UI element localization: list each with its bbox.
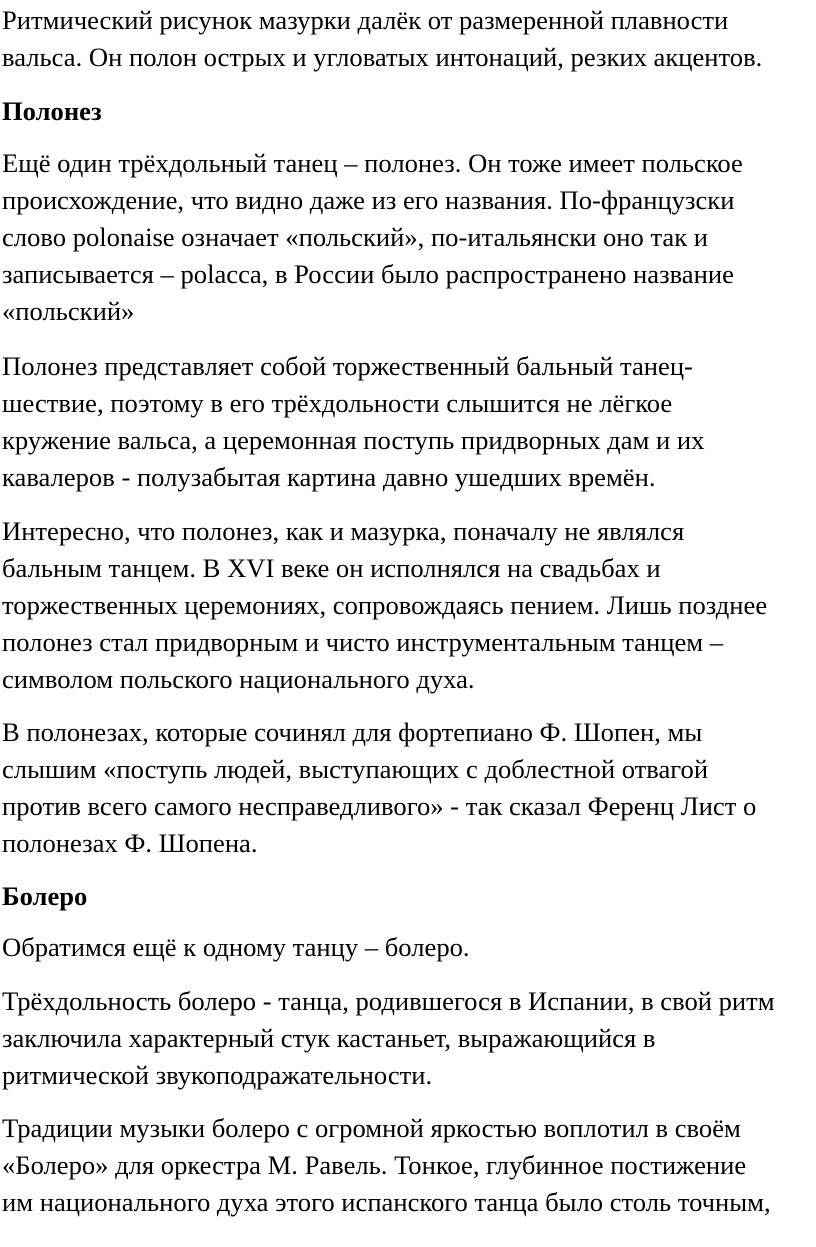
- text-line: кружение вальса, а церемонная поступь придворных дам и их: [2, 425, 705, 455]
- polonaise-paragraph-3: [2, 513, 816, 698]
- text-line: им национального духа этого испанского танца было столь точным,: [2, 1187, 771, 1217]
- text-line: Традиции музыки болеро с огромной яркостью воплотил в своём: [2, 1113, 741, 1143]
- text-line: кавалеров - полузабытая картина давно ушедших времён.: [2, 462, 656, 492]
- polonaise-paragraph-4: [2, 714, 816, 862]
- text-line: Полонез представляет собой торжественный бальный танец-: [2, 351, 693, 381]
- bolero-paragraph-3: [2, 1110, 816, 1221]
- text-line: вальса. Он полон острых и угловатых интонаций, резких акцентов.: [2, 42, 763, 72]
- text-line: шествие, поэтому в его трёхдольности слышится не лёгкое: [2, 388, 673, 418]
- text-line: против всего самого несправедливого» - так сказал Ференц Лист о: [2, 791, 757, 821]
- bolero-paragraph-1: [2, 929, 816, 966]
- text-line: торжественных церемониях, сопровождаясь пением. Лишь позднее: [2, 590, 768, 620]
- text-line: «польский»: [2, 296, 135, 326]
- text-line: Трёхдольность болеро - танца, родившегося в Испании, в свой ритм: [2, 986, 775, 1016]
- text-line: записывается – polacca, в России было распространено название: [2, 259, 734, 289]
- text-line: слышим «поступь людей, выступающих с доблестной отвагой: [2, 754, 709, 784]
- text-line: ритмической звукоподражательности.: [2, 1060, 433, 1090]
- text-line: Обратимся ещё к одному танцу – болеро.: [2, 932, 470, 962]
- intro-paragraph: [2, 2, 816, 76]
- text-line: Ещё один трёхдольный танец – полонез. Он тоже имеет польское: [2, 148, 743, 178]
- bolero-heading: Болеро: [2, 881, 88, 911]
- bolero-paragraph-2: [2, 983, 816, 1094]
- polonaise-paragraph-2: [2, 348, 816, 496]
- text-line: происхождение, что видно даже из его названия. По-французски: [2, 185, 735, 215]
- polonaise-heading: Полонез: [2, 96, 102, 126]
- text-line: символом польского национального духа.: [2, 664, 475, 694]
- text-line: заключила характерный стук кастаньет, выражающийся в: [2, 1023, 656, 1053]
- text-line: полонез стал придворным и чисто инструментальным танцем –: [2, 627, 724, 657]
- text-line: В полонезах, которые сочинял для фортепиано Ф. Шопен, мы: [2, 717, 703, 747]
- text-line: Интересно, что полонез, как и мазурка, поначалу не являлся: [2, 516, 685, 546]
- text-line: Ритмический рисунок мазурки далёк от размеренной плавности: [2, 5, 729, 35]
- polonaise-paragraph-1: [2, 145, 816, 330]
- text-line: слово polonaise означает «польский», по-итальянски оно так и: [2, 222, 709, 252]
- text-line: «Болеро» для оркестра М. Равель. Тонкое, глубинное постижение: [2, 1150, 747, 1180]
- text-line: бальным танцем. В XVI веке он исполнялся на свадьбах и: [2, 553, 661, 583]
- text-line: полонезах Ф. Шопена.: [2, 828, 258, 858]
